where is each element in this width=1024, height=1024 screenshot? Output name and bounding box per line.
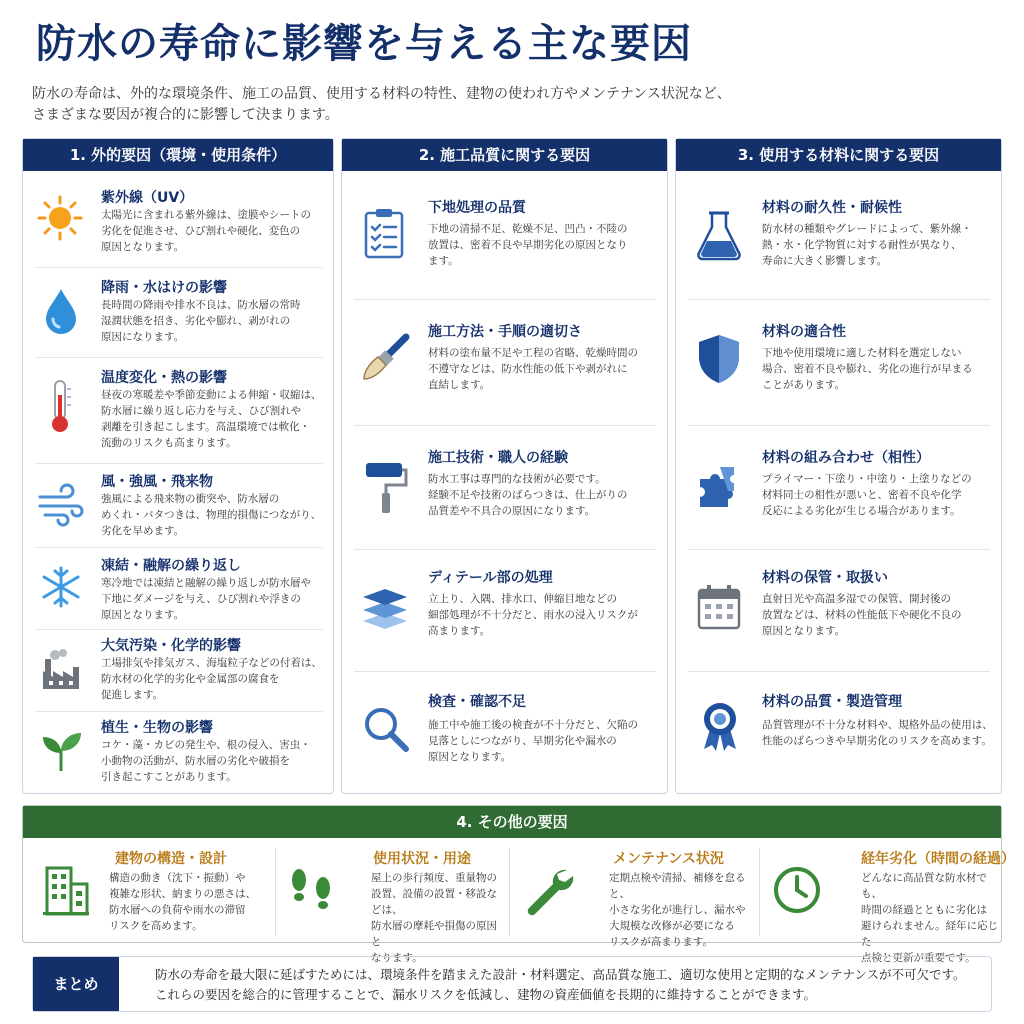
desc-line: 大規模な改修が必要になる — [609, 920, 735, 932]
divider — [354, 549, 656, 550]
divider — [35, 711, 323, 712]
desc-line: 設置、設備の設置・移設などは、 — [371, 888, 497, 916]
divider — [688, 671, 990, 672]
desc-line: 熱・水・化学物質に対する耐性が異なり、 — [762, 239, 962, 251]
divider — [35, 267, 323, 268]
desc-line: 防水層への負荷や雨水の滞留 — [109, 904, 246, 916]
factor-title: 材料の組み合わせ（相性） — [762, 450, 930, 466]
factor-title: 検査・確認不足 — [428, 694, 526, 710]
wrench-icon — [523, 864, 575, 916]
desc-line: プライマー・下塗り・中塗り・上塗りなどの — [762, 473, 972, 485]
factor-item-durability — [676, 185, 1001, 299]
factor-title: 大気汚染・化学的影響 — [101, 638, 241, 654]
factor-title: 植生・生物の影響 — [101, 720, 213, 736]
factor-description — [762, 221, 972, 269]
desc-line: 品質管理が不十分な材料や、規格外品の使用は、 — [762, 719, 993, 731]
factor-description — [101, 387, 322, 451]
material-factors-panel — [675, 138, 1002, 794]
snowflake-icon — [39, 565, 83, 609]
factor-item-temperature — [23, 361, 333, 467]
desc-line: 強風による飛来物の衝突や、防水層の — [101, 493, 280, 505]
desc-line: 時間の経過とともに劣化は — [861, 904, 987, 916]
vertical-separator — [759, 848, 760, 936]
desc-line: 立上り、入隅、排水口、伸縮目地などの — [428, 593, 617, 605]
desc-line: リスクを高めます。 — [109, 920, 203, 932]
divider — [35, 463, 323, 464]
factor-description — [762, 471, 972, 519]
wind-icon — [37, 485, 85, 525]
desc-line: めくれ・バタつきは、物理的損傷につながり、 — [101, 509, 322, 521]
factor-title: 凍結・融解の繰り返し — [101, 558, 241, 574]
desc-line: 防水材の化学的劣化や金属部の腐食を — [101, 673, 280, 685]
desc-line: ことがあります。 — [762, 379, 846, 391]
other-item-usage — [279, 846, 505, 964]
desc-line: 経験不足や技術のばらつきは、仕上がりの — [428, 489, 628, 501]
intro-line: さまざまな要因が複合的に影響して決まります。 — [32, 107, 339, 123]
other-title: メンテナンス状況 — [613, 851, 724, 867]
factor-description — [428, 591, 638, 639]
building-icon — [41, 864, 91, 918]
desc-line: 屋上の歩行頻度、重量物の — [371, 872, 497, 884]
desc-line: 直射日光や高温多湿での保管、開封後の — [762, 593, 951, 605]
desc-line: 防水層に繰り返し応力を与え、ひび割れや — [101, 405, 302, 417]
factor-description — [101, 737, 311, 785]
factor-description — [762, 345, 973, 393]
desc-line: 下地や使用環境に適した材料を選定しない — [762, 347, 962, 359]
divider — [688, 299, 990, 300]
factor-title: 材料の適合性 — [762, 324, 846, 340]
factor-item-pollution — [23, 633, 333, 713]
desc-line: 防水工事は専門的な技術が必要です。 — [428, 473, 606, 485]
summary-line: これらの要因を総合的に管理することで、漏水リスクを低減し、建物の資産価値を長期的に維持することができます。 — [155, 987, 817, 1002]
sun-icon — [37, 195, 83, 241]
desc-line: 下地にダメージを与え、ひび割れや浮きの — [101, 593, 301, 605]
checklist-icon — [362, 207, 406, 259]
footprints-icon — [285, 866, 339, 916]
intro-text — [32, 84, 992, 126]
factor-title: 降雨・水はけの影響 — [101, 280, 227, 296]
desc-line: 施工中や施工後の検査が不十分だと、欠陥の — [428, 719, 638, 731]
factor-item-storage — [676, 555, 1001, 671]
factor-item-skill — [342, 431, 667, 549]
desc-line: リスクが高まります。 — [609, 936, 713, 948]
construction-quality-panel — [341, 138, 668, 794]
desc-line: 小さな劣化が進行し、漏水や — [609, 904, 746, 916]
factor-description — [101, 491, 321, 539]
other-title: 使用状況・用途 — [373, 851, 471, 867]
desc-line: 品質差や不具合の原因になります。 — [428, 505, 596, 517]
other-item-structure — [23, 846, 267, 938]
summary-box — [32, 956, 992, 1012]
desc-line: 小動物の活動が、防水層の劣化や破損を — [101, 755, 290, 767]
desc-line: 原因となります。 — [762, 625, 846, 637]
desc-line: 原因となります。 — [101, 241, 185, 253]
other-factors-panel — [22, 805, 1015, 964]
brush-icon — [360, 333, 410, 383]
other-title: 建物の構造・設計 — [115, 851, 227, 867]
vertical-separator — [275, 848, 276, 936]
factor-title: 施工技術・職人の経験 — [428, 450, 568, 466]
other-description — [371, 870, 505, 966]
award-ribbon-icon — [698, 701, 742, 753]
factor-item-vegetation — [23, 715, 333, 793]
magnifier-icon — [362, 705, 410, 753]
factor-description — [428, 717, 638, 765]
divider — [35, 547, 323, 548]
factor-description — [101, 575, 311, 623]
divider — [35, 629, 323, 630]
factor-description — [428, 221, 628, 269]
desc-line: コケ・藻・カビの発生や、根の侵入、害虫・ — [101, 739, 311, 751]
factor-title: 材料の耐久性・耐候性 — [762, 200, 902, 216]
factor-description — [101, 297, 301, 345]
factor-item-rain — [23, 271, 333, 361]
vertical-separator — [509, 848, 510, 936]
desc-line: 定期点検や清掃、補修を怠ると、 — [609, 872, 746, 900]
desc-line: 原因となります。 — [428, 751, 512, 763]
factor-description — [428, 345, 638, 393]
factor-item-quality-control — [676, 677, 1001, 791]
desc-line: 剥離を引き起こします。高温環境では軟化・ — [101, 421, 311, 433]
calendar-icon — [696, 583, 742, 631]
factor-item-combination — [676, 431, 1001, 549]
desc-line: 劣化を早めます。 — [101, 525, 185, 537]
divider — [688, 549, 990, 550]
factor-item-uv — [23, 181, 333, 271]
factor-title: 紫外線（UV） — [101, 190, 194, 206]
factor-title: 温度変化・熱の影響 — [101, 370, 227, 386]
factor-item-compatibility — [676, 305, 1001, 425]
construction-quality-header: 2. 施工品質に関する要因 — [342, 139, 667, 171]
other-factors-header: 4. その他の要因 — [23, 806, 1001, 838]
desc-line: 原因になります。 — [101, 331, 185, 343]
desc-line: 場合、密着不良や膨れ、劣化の進行が早まる — [762, 363, 973, 375]
factory-icon — [39, 647, 83, 691]
factor-description — [762, 591, 962, 639]
clock-icon — [771, 864, 823, 916]
desc-line: 寿命に大きく影響します。 — [762, 255, 888, 267]
factor-title: 施工方法・手順の適切さ — [428, 324, 582, 340]
other-description — [609, 870, 757, 950]
thermometer-icon — [47, 379, 73, 435]
factor-description — [762, 717, 993, 749]
divider — [354, 299, 656, 300]
factor-item-detail — [342, 555, 667, 671]
desc-line: 細部処理が不十分だと、雨水の浸入リスクが — [428, 609, 638, 621]
desc-line: 放置などは、材料の性能低下や硬化不良の — [762, 609, 962, 621]
other-description — [109, 870, 256, 934]
layers-icon — [360, 585, 410, 631]
other-item-maintenance — [513, 846, 757, 948]
factor-title: ディテール部の処理 — [428, 570, 553, 586]
paint-roller-icon — [362, 459, 410, 515]
factor-title: 下地処理の品質 — [428, 200, 526, 216]
desc-line: 引き起こすことがあります。 — [101, 771, 237, 783]
page-title: 防水の寿命に影響を与える主な要因 — [36, 20, 692, 67]
external-factors-panel — [22, 138, 334, 794]
desc-line: 工場排気や排気ガス、海塩粒子などの付着は、 — [101, 657, 322, 669]
flask-icon — [696, 209, 742, 261]
desc-line: 下地の清掃不足、乾燥不足、凹凸・不陸の — [428, 223, 628, 235]
desc-line: 劣化を促進させ、ひび割れや硬化、変色の — [101, 225, 301, 237]
divider — [688, 425, 990, 426]
factor-description — [101, 655, 322, 703]
other-item-aging — [763, 846, 1015, 964]
desc-line: 昼夜の寒暖差や季節変動による伸縮・収縮は、 — [101, 389, 322, 401]
water-drop-icon — [41, 287, 81, 335]
desc-line: 長時間の降雨や排水不良は、防水層の常時 — [101, 299, 301, 311]
desc-line: 見落としにつながり、早期劣化や漏水の — [428, 735, 617, 747]
summary-line: 防水の寿命を最大限に延ばすためには、環境条件を踏まえた設計・材料選定、高品質な施工、適切な使用と定期的なメンテナンスが不可欠です。 — [155, 967, 966, 982]
divider — [35, 357, 323, 358]
material-factors-header: 3. 使用する材料に関する要因 — [676, 139, 1001, 171]
desc-line: 性能のばらつきや早期劣化のリスクを高めます。 — [762, 735, 992, 747]
factor-title: 材料の保管・取扱い — [762, 570, 888, 586]
desc-line: 複雑な形状、納まりの悪さは、 — [109, 888, 256, 900]
desc-line: 放置は、密着不良や早期劣化の原因となり — [428, 239, 628, 251]
other-title: 経年劣化（時間の経過） — [861, 851, 1015, 867]
external-factors-header: 1. 外的要因（環境・使用条件） — [23, 139, 333, 171]
factor-title: 風・強風・飛来物 — [101, 474, 213, 490]
desc-line: どんなに高品質な防水材でも、 — [861, 872, 987, 900]
desc-line: 高まります。 — [428, 625, 491, 637]
factor-item-wind — [23, 467, 333, 553]
desc-line: 構造の動き（沈下・振動）や — [109, 872, 246, 884]
summary-text — [155, 965, 966, 1005]
shield-icon — [696, 333, 742, 385]
factor-item-substrate — [342, 185, 667, 299]
desc-line: 流動のリスクも高まります。 — [101, 437, 237, 449]
desc-line: 材料同士の相性が悪いと、密着不良や化学 — [762, 489, 962, 501]
other-description — [861, 870, 1001, 966]
puzzle-icon — [694, 461, 744, 511]
factor-title: 材料の品質・製造管理 — [762, 694, 902, 710]
desc-line: 寒冷地では凍結と融解の繰り返しが防水層や — [101, 577, 311, 589]
desc-line: 原因となります。 — [101, 609, 185, 621]
desc-line: 防水層の摩耗や損傷の原因と — [371, 920, 497, 948]
factor-description — [428, 471, 627, 519]
desc-line: なります。 — [371, 952, 423, 964]
summary-label: まとめ — [33, 957, 119, 1011]
divider — [354, 671, 656, 672]
factor-item-freeze — [23, 551, 333, 635]
desc-line: 防水材の種類やグレードによって、紫外線・ — [762, 223, 972, 235]
desc-line: ます。 — [428, 255, 459, 267]
factor-description — [101, 207, 311, 255]
divider — [354, 425, 656, 426]
desc-line: 反応による劣化が生じる場合があります。 — [762, 505, 961, 517]
plant-icon — [39, 729, 83, 773]
factor-item-method — [342, 305, 667, 425]
intro-line: 防水の寿命は、外的な環境条件、施工の品質、使用する材料の特性、建物の使われ方やメンテナンス状況など、 — [32, 86, 731, 102]
desc-line: 湿潤状態を招き、劣化や膨れ、剥がれの — [101, 315, 291, 327]
factor-item-inspection — [342, 677, 667, 791]
desc-line: 促進します。 — [101, 689, 164, 701]
desc-line: 太陽光に含まれる紫外線は、塗膜やシートの — [101, 209, 311, 221]
desc-line: 材料の塗布量不足や工程の省略、乾燥時間の — [428, 347, 638, 359]
desc-line: 直結します。 — [428, 379, 491, 391]
desc-line: 避けられません。経年に応じた — [861, 920, 999, 948]
desc-line: 不遵守などは、防水性能の低下や剥がれに — [428, 363, 628, 375]
desc-line: 点検と更新が重要です。 — [861, 952, 976, 964]
